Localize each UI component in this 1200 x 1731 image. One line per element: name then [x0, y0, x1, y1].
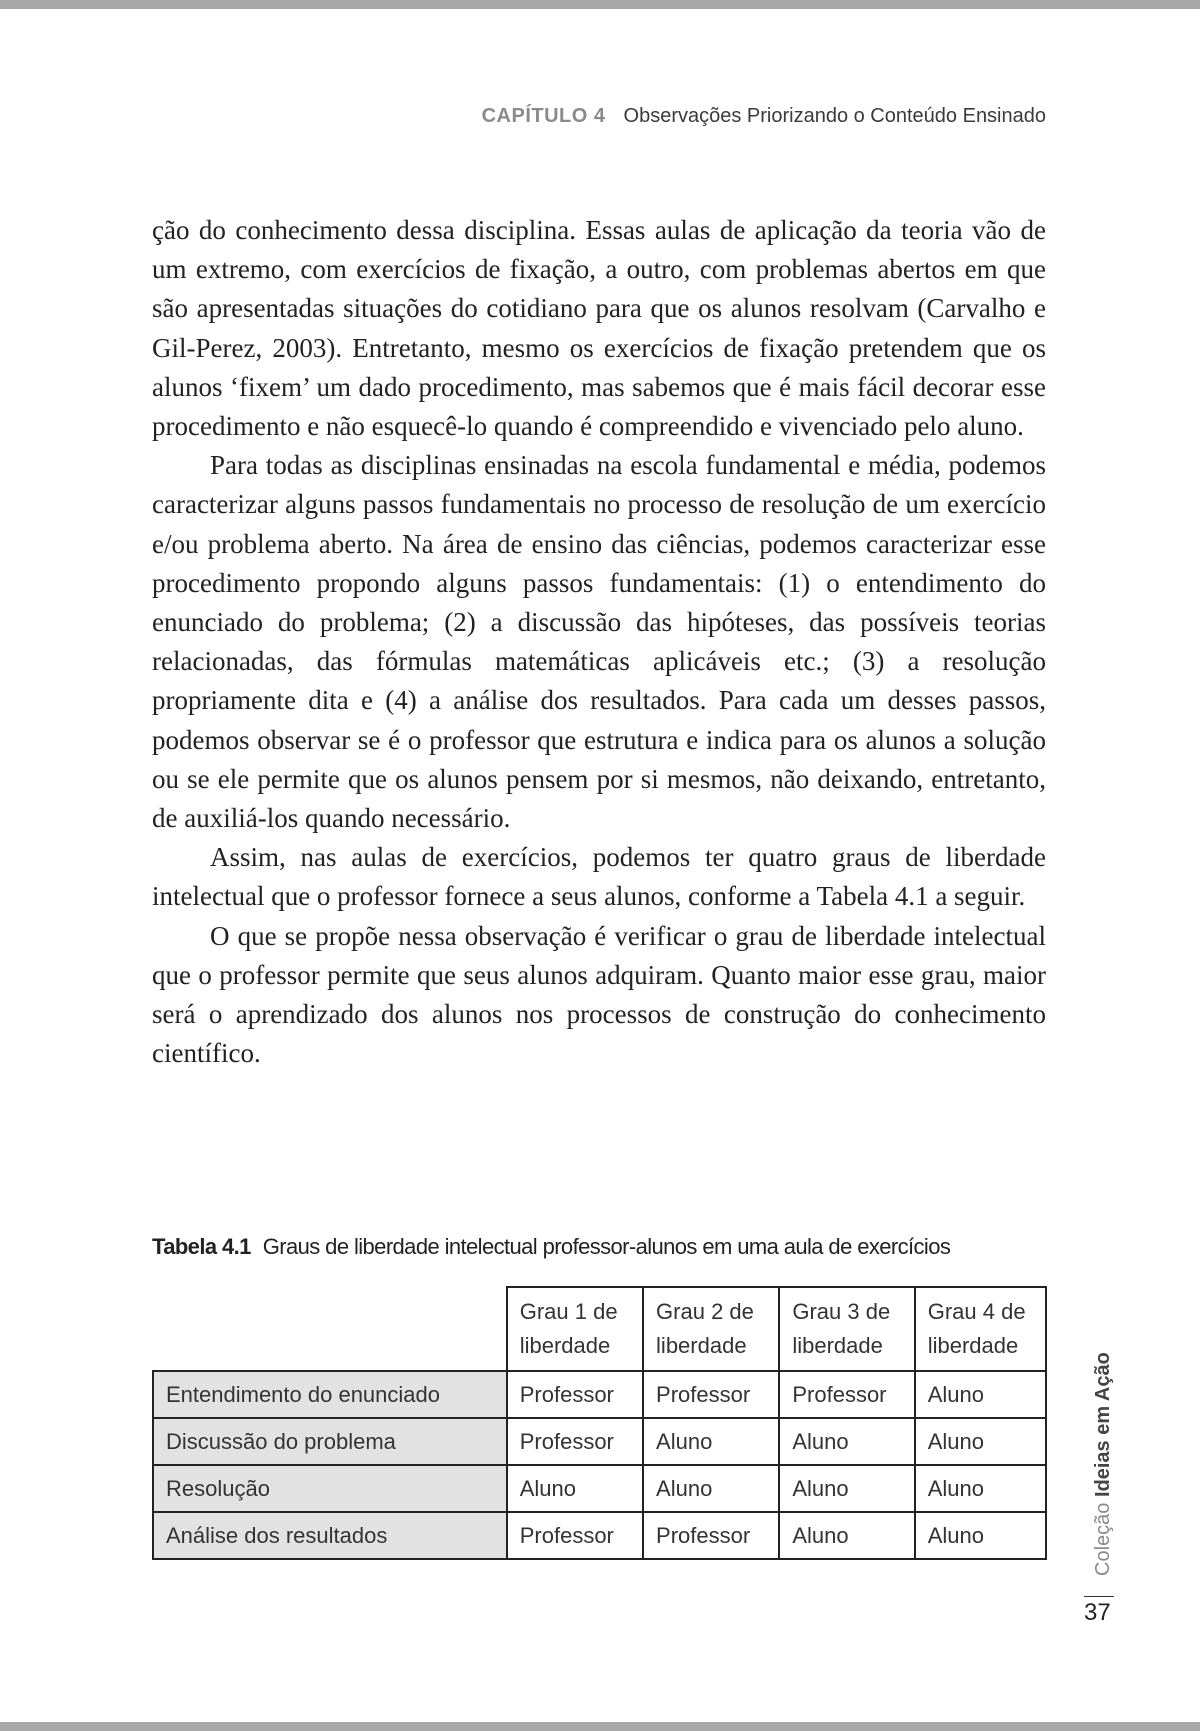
chapter-title: Observações Priorizando o Conteúdo Ensinado	[623, 105, 1046, 127]
table-caption-text: Graus de liberdade intelectual professor-alunos em uma aula de exercícios	[262, 1234, 951, 1259]
table-caption	[152, 1234, 1046, 1260]
table-cell: Professor	[507, 1371, 643, 1418]
table-cell: Aluno	[779, 1465, 914, 1512]
table-cell: Professor	[507, 1512, 643, 1559]
freedom-degrees-table	[152, 1286, 1047, 1560]
table-cell: Aluno	[779, 1418, 914, 1465]
table-row	[153, 1371, 1046, 1418]
column-header-grau-2: Grau 2 de liberdade	[643, 1287, 779, 1371]
body-text	[152, 211, 1046, 1073]
table-cell: Professor	[643, 1512, 779, 1559]
table-cell: Aluno	[643, 1418, 779, 1465]
chapter-label: CAPÍTULO 4	[481, 105, 606, 127]
table-corner-cell	[153, 1287, 507, 1371]
paragraph-1: ção do conhecimento dessa disciplina. Essas aulas de aplicação da teoria vão de um extremo, com exercícios de fixação, a outro, com problemas abertos em que são apresentadas situações do cotidiano para que os alunos resolvam (Carvalho e Gil-Perez, 2003). Entretanto, mesmo os exercícios de fixação pretendem que os alunos ‘fixem’ um dado procedimento, mas sabemos que é mais fácil decorar esse procedimento e não esquecê-lo quando é compreendido e vivenciado pelo aluno.	[152, 215, 1046, 442]
table-cell: Aluno	[915, 1418, 1046, 1465]
paragraph-4: O que se propõe nessa observação é verificar o grau de liberdade intelectual que o professor permite que seus alunos adquiram. Quanto maior esse grau, maior será o aprendizado dos alunos nos processos de construção do conhecimento científico.	[152, 920, 1046, 1069]
table-cell: Professor	[779, 1371, 914, 1418]
running-header	[482, 105, 1046, 128]
table-cell: Aluno	[915, 1371, 1046, 1418]
table-row	[153, 1465, 1046, 1512]
table-row	[153, 1512, 1046, 1559]
page-number-rule	[1084, 1596, 1114, 1597]
row-header: Entendimento do enunciado	[153, 1371, 507, 1418]
column-header-grau-4: Grau 4 de liberdade	[915, 1287, 1046, 1371]
book-page	[0, 9, 1200, 1722]
table-cell: Aluno	[915, 1465, 1046, 1512]
table-cell: Aluno	[915, 1512, 1046, 1559]
row-header: Análise dos resultados	[153, 1512, 507, 1559]
series-name: Ideias em Ação	[1092, 1352, 1114, 1498]
series-prefix: Coleção	[1092, 1502, 1114, 1576]
table-label: Tabela 4.1	[152, 1234, 251, 1259]
paragraph-2: Para todas as disciplinas ensinadas na escola fundamental e média, podemos caracterizar alguns passos fundamentais no processo de resolução de um exercício e/ou problema aberto. Na área de ensino das ciências, podemos caracterizar esse procedimento propondo alguns passos fundamentais: (1) o entendimento do enunciado do problema; (2) a discussão das hipóteses, das possíveis teorias relacionadas, das fórmulas matemáticas aplicáveis etc.; (3) a resolução propriamente dita e (4) a análise dos resultados. Para cada um desses passos, podemos observar se é o professor que estrutura e indica para os alunos a solução ou se ele permite que os alunos pensem por si mesmos, não deixando, entretanto, de auxiliá-los quando necessário.	[152, 450, 1046, 834]
row-header: Discussão do problema	[153, 1418, 507, 1465]
table-cell: Professor	[643, 1371, 779, 1418]
paragraph-3: Assim, nas aulas de exercícios, podemos ter quatro graus de liberdade intelectual que o professor fornece a seus alunos, conforme a Tabela 4.1 a seguir.	[152, 842, 1046, 912]
series-side-label	[1092, 1352, 1115, 1576]
table-cell: Aluno	[643, 1465, 779, 1512]
column-header-grau-1: Grau 1 de liberdade	[507, 1287, 643, 1371]
table-header-row	[153, 1287, 1046, 1371]
page-number: 37	[1084, 1599, 1111, 1626]
table-cell: Aluno	[507, 1465, 643, 1512]
table-cell: Professor	[507, 1418, 643, 1465]
row-header: Resolução	[153, 1465, 507, 1512]
table-row	[153, 1418, 1046, 1465]
table-cell: Aluno	[779, 1512, 914, 1559]
column-header-grau-3: Grau 3 de liberdade	[779, 1287, 914, 1371]
